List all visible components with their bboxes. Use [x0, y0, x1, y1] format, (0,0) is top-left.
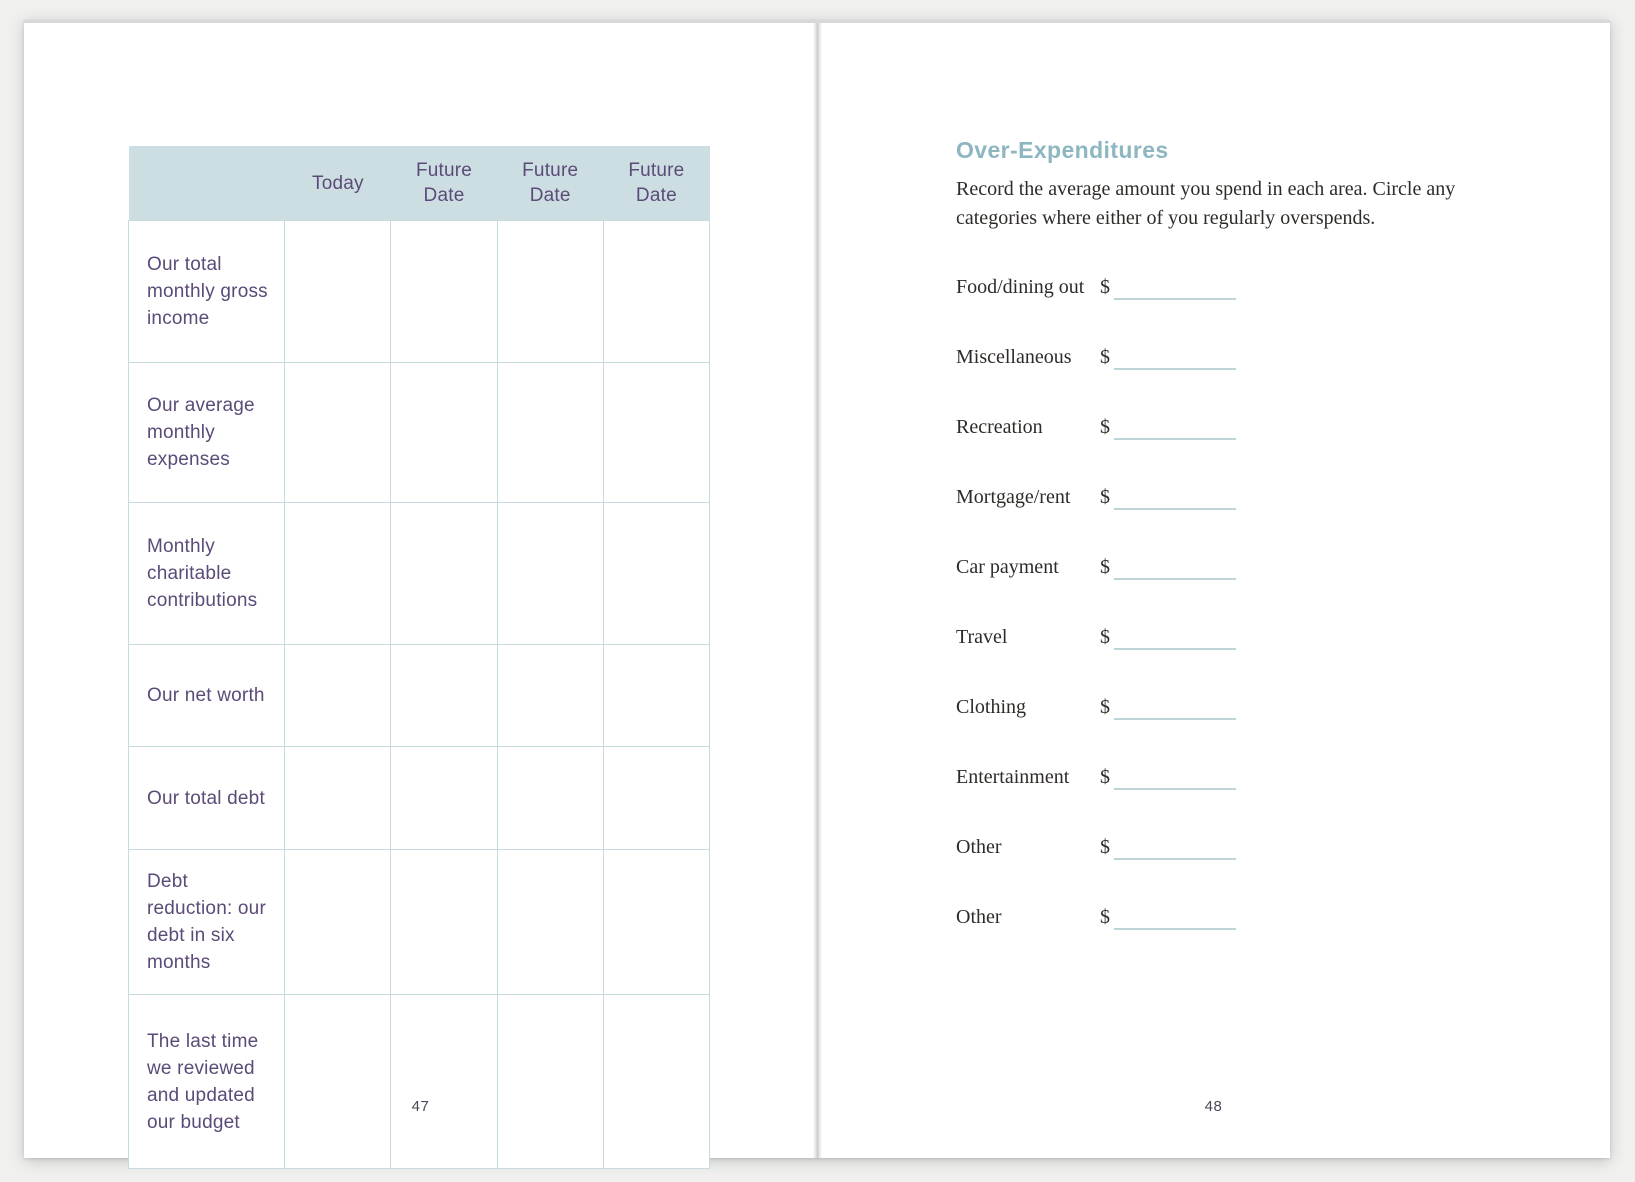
table-cell-blank[interactable]: [497, 503, 603, 645]
table-row: [129, 221, 710, 363]
table-cell-blank[interactable]: [497, 221, 603, 363]
table-cell-blank[interactable]: [285, 221, 391, 363]
category-label: Clothing: [956, 696, 1027, 718]
table-row: [129, 363, 710, 503]
table-cell-blank[interactable]: [497, 747, 603, 850]
table-row: [129, 747, 710, 850]
table-cell-blank[interactable]: [603, 995, 709, 1169]
category-row: [956, 486, 1266, 520]
category-row: [956, 416, 1266, 450]
dollar-sign: $: [1100, 836, 1110, 858]
category-list: [817, 23, 1610, 1158]
table-row-label: Our total debt: [129, 747, 285, 850]
page-number-right: 48: [1204, 1098, 1223, 1115]
table-header-row: [129, 146, 710, 221]
category-row: [956, 556, 1266, 590]
category-row: [956, 906, 1266, 940]
table-cell-blank[interactable]: [285, 503, 391, 645]
table-row-label: Our total monthly gross income: [129, 221, 285, 363]
table-cell-blank[interactable]: [391, 995, 497, 1169]
dollar-sign: $: [1100, 626, 1110, 648]
table-row-label: The last time we reviewed and updated our budget: [129, 995, 285, 1169]
category-row: [956, 346, 1266, 380]
category-label: Miscellaneous: [956, 346, 1072, 368]
category-label: Other: [956, 906, 1002, 928]
table-cell-blank[interactable]: [285, 995, 391, 1169]
table-column-header: Future Date: [391, 146, 497, 221]
section-heading: Over-Expenditures: [956, 137, 1169, 163]
dollar-sign: $: [1100, 906, 1110, 928]
page-number-left: 47: [411, 1098, 430, 1115]
table-cell-blank[interactable]: [603, 503, 709, 645]
table-cell-blank[interactable]: [603, 363, 709, 503]
amount-fill-line[interactable]: [1114, 298, 1236, 300]
table-cell-blank[interactable]: [391, 850, 497, 995]
right-page: [817, 23, 1610, 1158]
amount-fill-line[interactable]: [1114, 718, 1236, 720]
page-gutter: [813, 23, 822, 1158]
table-cell-blank[interactable]: [285, 645, 391, 747]
table-column-header: Future Date: [603, 146, 709, 221]
table-cell-blank[interactable]: [391, 747, 497, 850]
amount-fill-line[interactable]: [1114, 928, 1236, 930]
table-row-label: Our average monthly expenses: [129, 363, 285, 503]
table-cell-blank[interactable]: [497, 363, 603, 503]
table-column-header: Future Date: [497, 146, 603, 221]
amount-fill-line[interactable]: [1114, 508, 1236, 510]
dollar-sign: $: [1100, 416, 1110, 438]
table-cell-blank[interactable]: [285, 363, 391, 503]
category-row: [956, 626, 1266, 660]
amount-fill-line[interactable]: [1114, 438, 1236, 440]
table-row-label: Debt reduction: our debt in six months: [129, 850, 285, 995]
table-cell-blank[interactable]: [391, 221, 497, 363]
table-cell-blank[interactable]: [603, 747, 709, 850]
category-label: Car payment: [956, 556, 1059, 578]
table-cell-blank[interactable]: [391, 363, 497, 503]
category-label: Other: [956, 836, 1002, 858]
table-cell-blank[interactable]: [497, 850, 603, 995]
budget-review-table: [128, 146, 710, 1169]
table-cell-blank[interactable]: [603, 850, 709, 995]
table-cell-blank[interactable]: [285, 747, 391, 850]
dollar-sign: $: [1100, 276, 1110, 298]
table-column-header: Today: [285, 146, 391, 221]
table-cell-blank[interactable]: [603, 221, 709, 363]
table-cell-blank[interactable]: [497, 645, 603, 747]
section-instructions: Record the average amount you spend in each area. Circle any categories where either of you regularly overspends.: [956, 178, 1456, 229]
category-label: Food/dining out: [956, 276, 1085, 298]
table-row-label: Our net worth: [129, 645, 285, 747]
amount-fill-line[interactable]: [1114, 788, 1236, 790]
category-row: [956, 696, 1266, 730]
table-cell-blank[interactable]: [391, 503, 497, 645]
dollar-sign: $: [1100, 486, 1110, 508]
table-cell-blank[interactable]: [285, 850, 391, 995]
table-row: [129, 645, 710, 747]
category-label: Entertainment: [956, 766, 1070, 788]
category-label: Recreation: [956, 416, 1043, 438]
amount-fill-line[interactable]: [1114, 578, 1236, 580]
table-cell-blank[interactable]: [497, 995, 603, 1169]
category-label: Mortgage/rent: [956, 486, 1071, 508]
book-spread: [24, 20, 1610, 1158]
amount-fill-line[interactable]: [1114, 858, 1236, 860]
amount-fill-line[interactable]: [1114, 648, 1236, 650]
table-row: [129, 995, 710, 1169]
table-row-label: Monthly charitable contributions: [129, 503, 285, 645]
table-row: [129, 503, 710, 645]
table-cell-blank[interactable]: [391, 645, 497, 747]
table-row: [129, 850, 710, 995]
amount-fill-line[interactable]: [1114, 368, 1236, 370]
category-label: Travel: [956, 626, 1008, 648]
dollar-sign: $: [1100, 766, 1110, 788]
dollar-sign: $: [1100, 696, 1110, 718]
category-row: [956, 276, 1266, 310]
table-corner-cell: [129, 146, 285, 221]
dollar-sign: $: [1100, 556, 1110, 578]
left-page: [24, 23, 817, 1158]
dollar-sign: $: [1100, 346, 1110, 368]
category-row: [956, 836, 1266, 870]
category-row: [956, 766, 1266, 800]
table-cell-blank[interactable]: [603, 645, 709, 747]
